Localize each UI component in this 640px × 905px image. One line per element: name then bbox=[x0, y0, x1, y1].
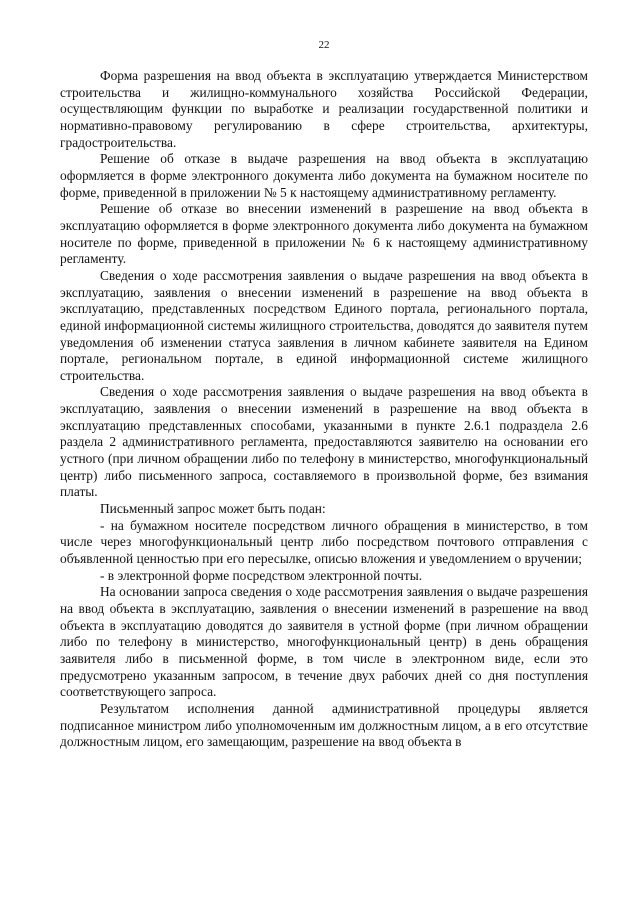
paragraph-permit-form: Форма разрешения на ввод объекта в эксплуатацию утверждается Министерством строительства и жилищно-коммунального хозяйства Российской Федерации, осуществляющим функции по выработке и реализации государственной политики и нормативно-правовому регулированию в сфере строительства, архитектуры, градостроительства. bbox=[60, 68, 588, 150]
paragraph-result: Результатом исполнения данной административной процедуры является подписанное министром либо уполномоченным им должностным лицом, а в его отсутствие должностным лицом, его замещающим, разрешение на ввод объекта в bbox=[60, 700, 588, 750]
paragraph-request-response: На основании запроса сведения о ходе рассмотрения заявления о выдаче разрешения на ввод объекта в эксплуатацию, заявления о внесении изменений в разрешение на ввод объекта в эксплуатацию доводятся до заявителя в устной форме (при личном обращении либо по телефону в министерство, многофункциональный центр) в день обращения заявителя либо в письменной форме, в том числе в электронном виде, если это предусмотрено указанным запросом, в течение двух рабочих дней со дня поступления соответствующего запроса. bbox=[60, 584, 588, 700]
paragraph-written-request: Письменный запрос может быть подан: bbox=[100, 501, 326, 517]
list-item-paper: - на бумажном носителе посредством личного обращения в министерство, в том числе через многофункциональный центр либо посредством почтового отправления с объявленной ценностью при его пересылке, описью вложения и уведомлением о вручении; bbox=[60, 517, 588, 567]
page-number: 22 bbox=[318, 39, 330, 51]
paragraph-refusal-issue: Решение об отказе в выдаче разрешения на ввод объекта в эксплуатацию оформляется в форме электронного документа либо документа на бумажном носителе по форме, приведенной в приложении № 5 к настоящему административному регламенту. bbox=[60, 151, 588, 200]
list-item-electronic: - в электронной форме посредством электронной почты. bbox=[100, 567, 423, 583]
paragraph-status-other: Сведения о ходе рассмотрения заявления о выдаче разрешения на ввод объекта в эксплуатацию, заявления о внесении изменений в разрешение на ввод объекта в эксплуатацию представленных способами, указанными в пункте 2.6.1 подраздела 2.6 раздела 2 административного регламента, предоставляются заявителю на основании его устного (при личном обращении либо по телефону в министерство, многофункциональный центр) либо письменного запроса, составляемого в произвольной форме, без взимания платы. bbox=[60, 384, 588, 500]
paragraph-status-portal: Сведения о ходе рассмотрения заявления о выдаче разрешения на ввод объекта в эксплуатацию, заявления о внесении изменений в разрешение на ввод объекта в эксплуатацию, представленных посредством Единого портала, регионального портала, единой информационной системы жилищного строительства, доводятся до заявителя путем уведомления об изменении статуса заявления в личном кабинете заявителя на Едином портале, региональном портале, в единой информационной системе жилищного строительства. bbox=[60, 267, 588, 383]
paragraph-refusal-changes: Решение об отказе во внесении изменений в разрешение на ввод объекта в эксплуатацию оформляется в форме электронного документа либо документа на бумажном носителе по форме, приведенной в приложении № 6 к настоящему административному регламенту. bbox=[60, 201, 588, 267]
